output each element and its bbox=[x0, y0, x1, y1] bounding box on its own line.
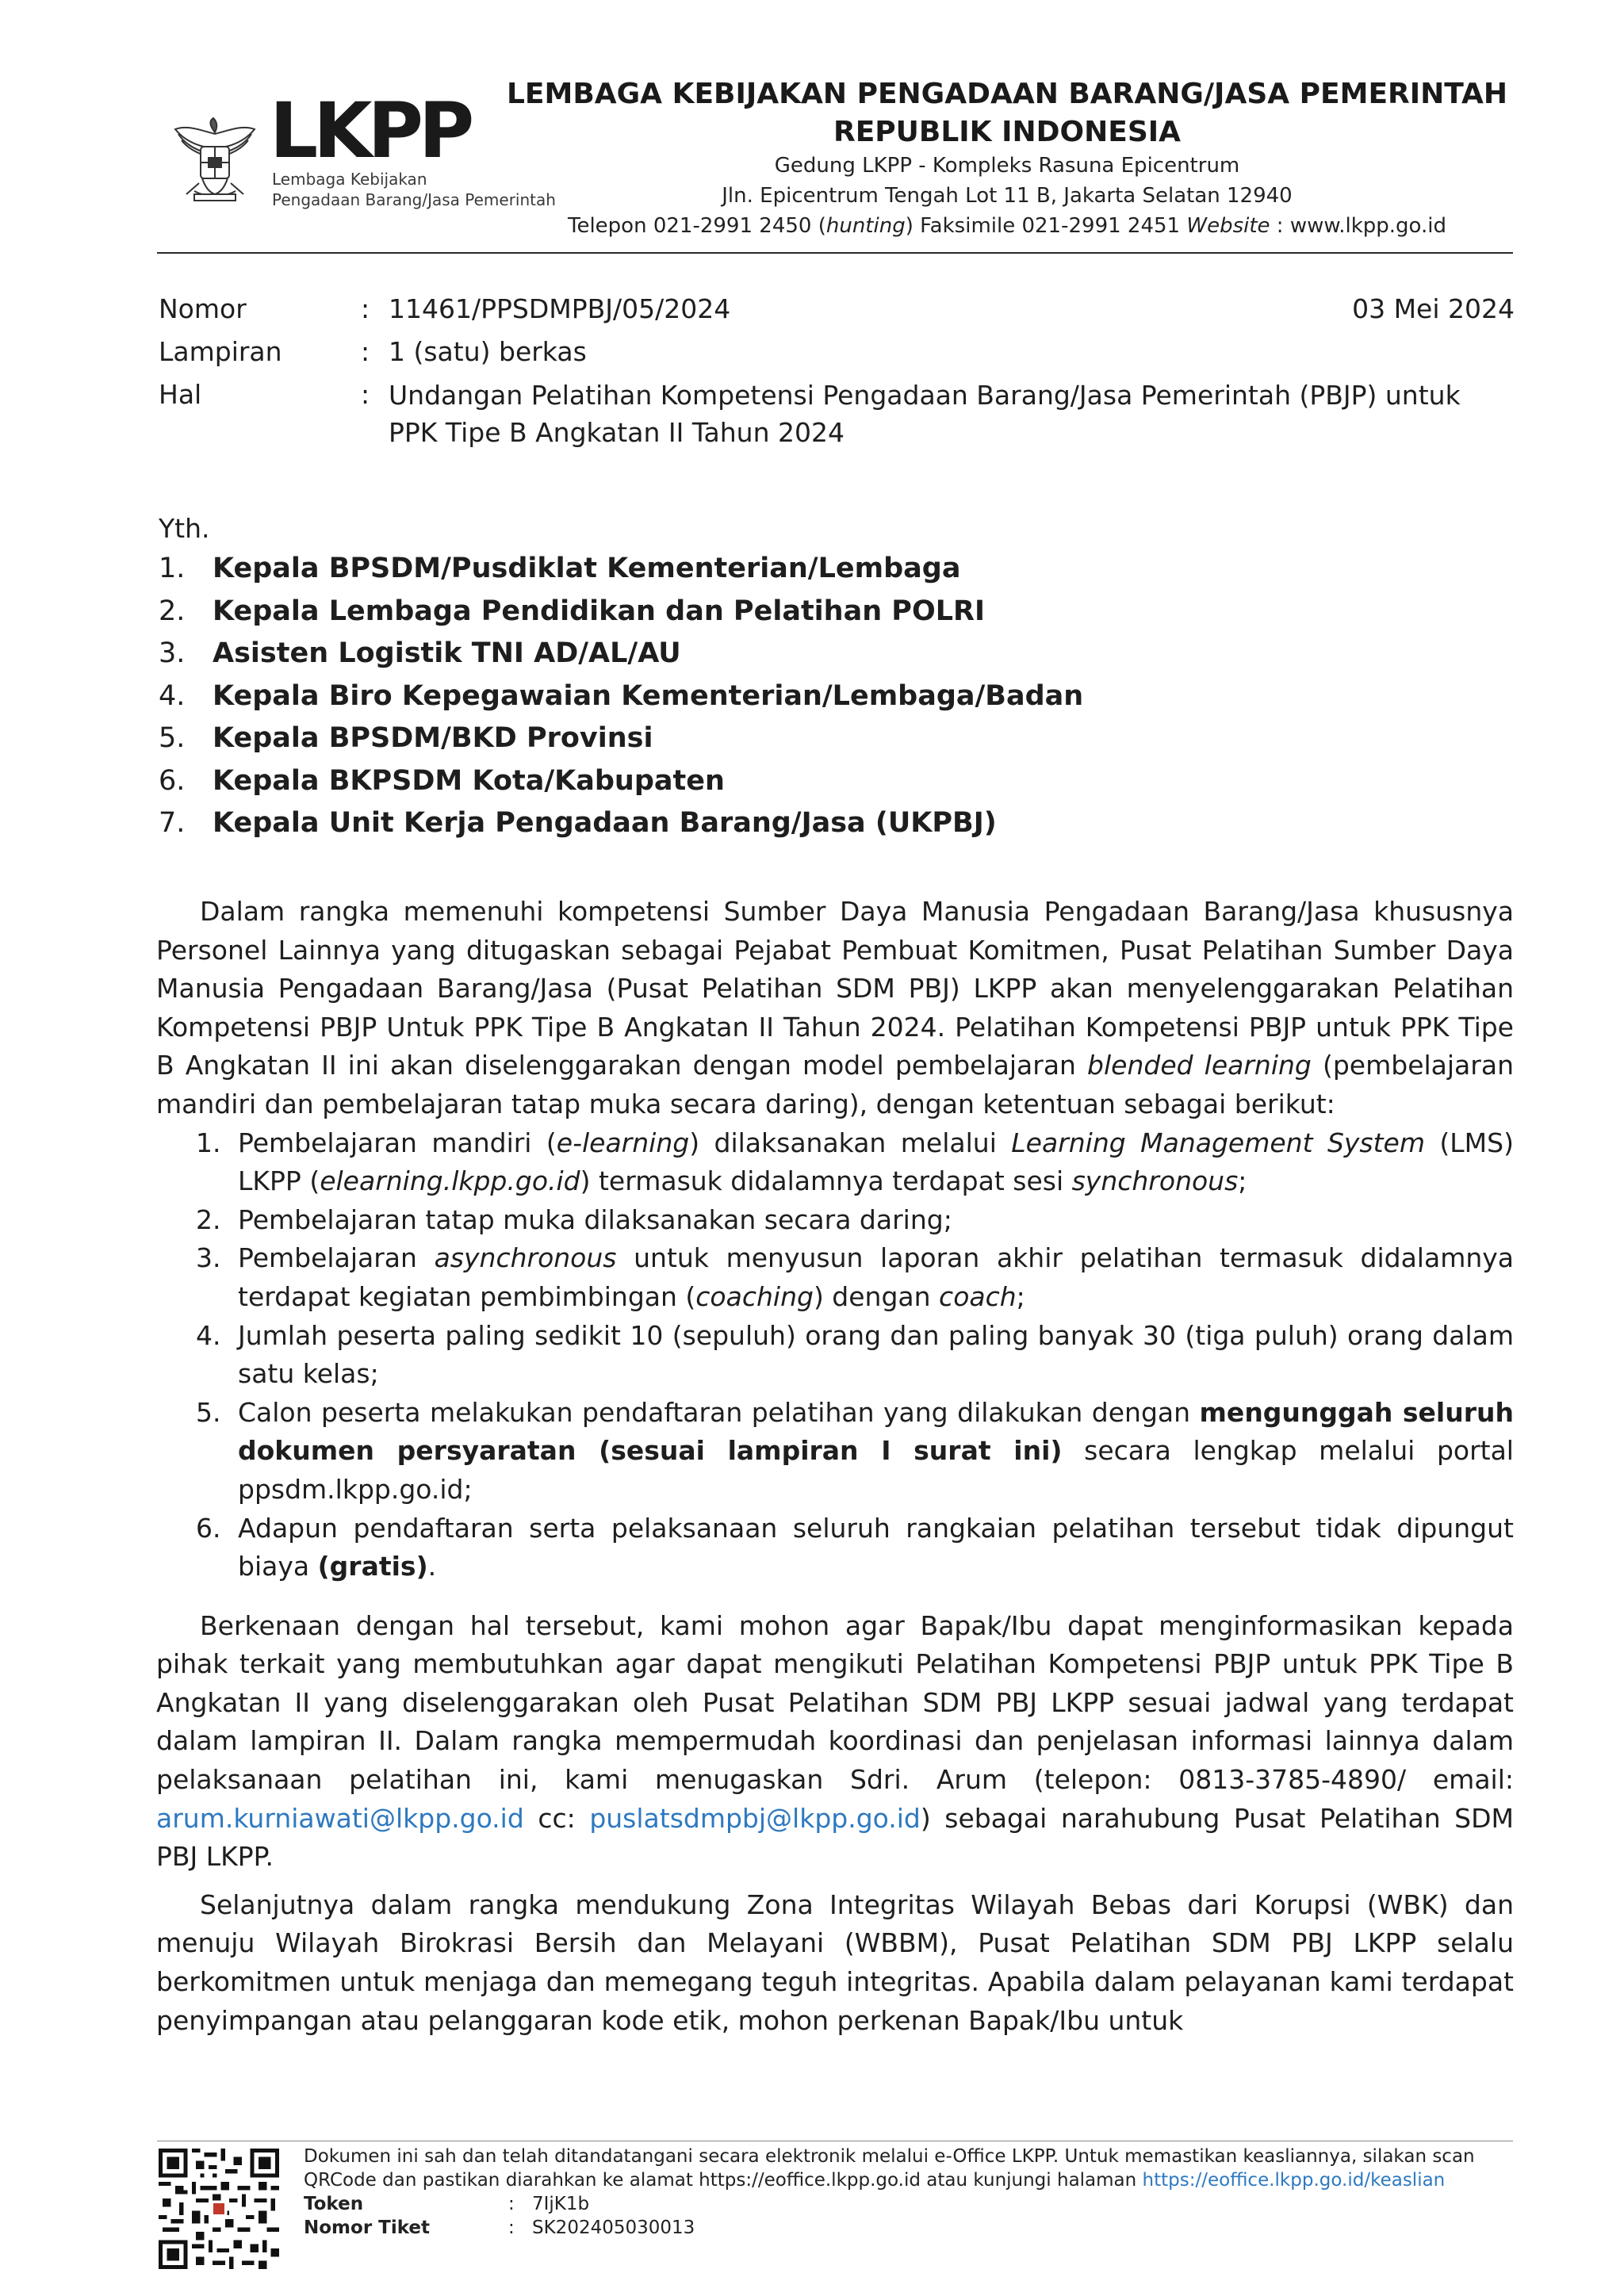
c1-elearning: e-learning bbox=[556, 1127, 690, 1158]
hal-value-line-1: Undangan Pelatihan Kompetensi Pengadaan Barang/Jasa Pemerintah (PBJP) untuk bbox=[389, 380, 1461, 411]
email-link-arum[interactable]: arum.kurniawati@lkpp.go.id bbox=[156, 1802, 524, 1834]
recipient-number: 7. bbox=[159, 807, 186, 839]
token-value: 7IjK1b bbox=[532, 2194, 590, 2214]
meta-nomor bbox=[159, 288, 1515, 331]
c4-text: Jumlah peserta paling sedikit 10 (sepuluh) orang dan paling banyak 30 (tiga puluh) orang dalam satu kelas; bbox=[238, 1319, 1514, 1390]
condition-number: 4. bbox=[196, 1319, 221, 1351]
c3-coach: coach bbox=[939, 1280, 1017, 1312]
phone-hunting: hunting bbox=[825, 214, 906, 238]
condition-item bbox=[156, 1124, 1514, 1201]
condition-number: 2. bbox=[196, 1203, 221, 1235]
c1-d: ) termasuk didalamnya terdapat sesi bbox=[580, 1165, 1072, 1197]
c6-a: Adapun pendaftaran serta pelaksanaan seluruh rangkaian pelatihan tersebut tidak dipungut biaya bbox=[238, 1512, 1514, 1582]
conditions-list bbox=[156, 1124, 1514, 1586]
paragraph-spacer bbox=[156, 1877, 1514, 1886]
footer-token bbox=[304, 2192, 1517, 2216]
institution-address bbox=[492, 151, 1522, 241]
c1-synchronous: synchronous bbox=[1071, 1165, 1239, 1197]
qr-code-icon[interactable] bbox=[159, 2149, 279, 2269]
logo-subtitle-line-2: Pengadaan Barang/Jasa Pemerintah bbox=[272, 190, 556, 209]
c3-b: untuk menyusun laporan akhir pelatihan termasuk didalamnya terdapat kegiatan pembimbingan ( bbox=[238, 1242, 1515, 1312]
c3-d: ; bbox=[1016, 1280, 1025, 1312]
condition-item bbox=[156, 1394, 1514, 1510]
intro-text-b: (pembelajaran mandiri dan pembelajaran tatap muka secara daring), dengan ketentuan sebagai berikut: bbox=[156, 1050, 1514, 1119]
condition-item bbox=[156, 1317, 1514, 1394]
c5-b: secara lengkap melalui portal ppsdm.lkpp.go.id; bbox=[238, 1435, 1514, 1505]
paragraph-intro bbox=[156, 893, 1514, 1124]
email-link-puslat[interactable]: puslatsdmpbj@lkpp.go.id bbox=[589, 1802, 921, 1834]
letter-meta bbox=[159, 288, 1515, 453]
footer-note-line-2 bbox=[304, 2168, 1517, 2192]
c1-a: Pembelajaran mandiri ( bbox=[238, 1127, 557, 1158]
letter-date: 03 Mei 2024 bbox=[1352, 293, 1515, 324]
c3-a: Pembelajaran bbox=[238, 1242, 435, 1274]
institution-title-line-1: LEMBAGA KEBIJAKAN PENGADAAN BARANG/JASA PEMERINTAH bbox=[506, 78, 1508, 110]
lampiran-colon: : bbox=[361, 336, 370, 367]
recipient-number: 5. bbox=[159, 722, 186, 754]
paragraph-spacer bbox=[156, 1586, 1514, 1607]
c3-asynchronous: asynchronous bbox=[434, 1242, 617, 1274]
ticket-value: SK202405030013 bbox=[532, 2218, 695, 2238]
meta-lampiran bbox=[159, 331, 1515, 373]
website-value: : www.lkpp.go.id bbox=[1270, 214, 1446, 238]
c1-lms: Learning Management System bbox=[1011, 1127, 1425, 1158]
condition-number: 1. bbox=[196, 1127, 221, 1158]
greeting: Yth. bbox=[159, 513, 210, 544]
contact-cc: cc: bbox=[523, 1802, 590, 1834]
recipient-text: Asisten Logistik TNI AD/AL/AU bbox=[213, 637, 681, 669]
nomor-value: 11461/PPSDMPBJ/05/2024 bbox=[389, 293, 731, 324]
token-colon: : bbox=[508, 2194, 515, 2214]
website-label: Website bbox=[1186, 214, 1270, 238]
recipient-number: 4. bbox=[159, 679, 186, 712]
token-label: Token bbox=[304, 2194, 364, 2214]
recipient-number: 3. bbox=[159, 637, 186, 669]
institution-title-line-2: REPUBLIK INDONESIA bbox=[833, 116, 1182, 148]
c1-c: (LMS) LKPP ( bbox=[238, 1127, 1514, 1197]
contact-text-a: Berkenaan dengan hal tersebut, kami mohon agar Bapak/Ibu dapat menginformasikan kepada pihak terkait yang membutuhkan agar dapat mengikuti Pelatihan Kompetensi PBJP untuk PPK Tipe B Angkatan II yang diselenggarakan oleh Pusat Pelatihan SDM PBJ LKPP sesuai jadwal yang terdapat dalam lampiran II. Dalam rangka mempermudah koordinasi dan penjelasan informasi lainnya dalam pelaksanaan pelatihan ini, kami menugaskan Sdri. Arum (telepon: 0813-3785-4890/ email: bbox=[156, 1609, 1514, 1796]
condition-item bbox=[156, 1201, 1514, 1240]
meta-hal bbox=[159, 373, 1515, 453]
c1-url: elearning.lkpp.go.id bbox=[320, 1165, 580, 1197]
recipient-text: Kepala Lembaga Pendidikan dan Pelatihan POLRI bbox=[213, 595, 985, 627]
footer-verification bbox=[304, 2145, 1517, 2240]
lampiran-value: 1 (satu) berkas bbox=[389, 336, 587, 367]
paragraph-integrity: Selanjutnya dalam rangka mendukung Zona Integritas Wilayah Bebas dari Korupsi (WBK) dan menuju Wilayah Birokrasi Bersih dan Melayani (WBBM), Pusat Pelatihan SDM PBJ LKPP selalu berkomitmen untuk menjaga dan memegang teguh integritas. Apabila dalam pelayanan kami terdapat penyimpangan atau pelanggaran kode etik, mohon perkenan Bapak/Ibu untuk bbox=[156, 1888, 1514, 2036]
phone-prefix: Telepon 021-2991 2450 ( bbox=[568, 214, 826, 238]
ticket-label: Nomor Tiket bbox=[304, 2218, 431, 2238]
recipient-text: Kepala BKPSDM Kota/Kabupaten bbox=[213, 764, 725, 797]
recipient-text: Kepala BPSDM/BKD Provinsi bbox=[213, 722, 653, 754]
c2-text: Pembelajaran tatap muka dilaksanakan secara daring; bbox=[238, 1203, 952, 1235]
logo-wordmark: LKPP bbox=[270, 86, 470, 175]
condition-number: 3. bbox=[196, 1242, 221, 1274]
institution-title bbox=[492, 75, 1522, 151]
intro-text-a: Dalam rangka memenuhi kompetensi Sumber Daya Manusia Pengadaan Barang/Jasa khususnya Personel Lainnya yang ditugaskan sebagai Pejabat Pembuat Komitmen, Pusat Pelatihan Sumber Daya Manusia Pengadaan Barang/Jasa (Pusat Pelatihan SDM PBJ) LKPP akan menyelenggarakan Pelatihan Kompetensi PBJP Untuk PPK Tipe B Angkatan II Tahun 2024. Pelatihan Kompetensi PBJP untuk PPK Tipe B Angkatan II ini akan diselenggarakan dengan model pembelajaran bbox=[156, 896, 1514, 1081]
c5-bold: mengunggah seluruh dokumen persyaratan (sesuai lampiran I surat ini) bbox=[238, 1396, 1514, 1467]
address-line-2: Jln. Epicentrum Tengah Lot 11 B, Jakarta Selatan 12940 bbox=[722, 184, 1293, 208]
condition-item bbox=[156, 1239, 1514, 1316]
hal-label: Hal bbox=[159, 379, 202, 410]
verification-link[interactable]: https://eoffice.lkpp.go.id/keaslian bbox=[1142, 2170, 1446, 2191]
nomor-label: Nomor bbox=[159, 293, 247, 324]
paragraph-contact bbox=[156, 1607, 1514, 1877]
recipient-number: 6. bbox=[159, 764, 186, 797]
hal-value bbox=[389, 377, 1515, 451]
footer-note-text: QRCode dan pastikan diarahkan ke alamat https://eoffice.lkpp.go.id atau kunjungi halaman bbox=[304, 2170, 1143, 2191]
condition-number: 5. bbox=[196, 1396, 221, 1428]
recipient-text: Kepala BPSDM/Pusdiklat Kementerian/Lembaga bbox=[213, 553, 961, 584]
lampiran-label: Lampiran bbox=[159, 336, 282, 367]
intro-blended: blended learning bbox=[1087, 1050, 1312, 1081]
recipient-number: 1. bbox=[159, 553, 186, 584]
c5-a: Calon peserta melakukan pendaftaran pelatihan yang dilakukan dengan bbox=[238, 1396, 1200, 1428]
logo-subtitle-line-1: Lembaga Kebijakan bbox=[272, 170, 427, 189]
phone-suffix: ) Faksimile 021-2991 2451 bbox=[905, 214, 1187, 238]
garuda-emblem-icon bbox=[170, 115, 259, 206]
nomor-colon: : bbox=[361, 293, 370, 324]
ticket-colon: : bbox=[508, 2218, 515, 2238]
c6-gratis: (gratis) bbox=[317, 1551, 428, 1582]
address-line-1: Gedung LKPP - Kompleks Rasuna Epicentrum bbox=[774, 154, 1240, 178]
footer-note-line-1: Dokumen ini sah dan telah ditandatangani secara elektronik melalui e-Office LKPP. Untuk memastikan keasliannya, silakan scan bbox=[304, 2146, 1475, 2167]
condition-item bbox=[156, 1510, 1514, 1586]
recipient-text: Kepala Unit Kerja Pengadaan Barang/Jasa (UKPBJ) bbox=[213, 807, 997, 839]
letter-body bbox=[156, 893, 1514, 2040]
hal-value-line-2: PPK Tipe B Angkatan II Tahun 2024 bbox=[389, 417, 845, 448]
hal-colon: : bbox=[361, 379, 370, 410]
recipient-text: Kepala Biro Kepegawaian Kementerian/Lembaga/Badan bbox=[213, 679, 1084, 712]
c6-b: . bbox=[427, 1551, 437, 1582]
contact-line bbox=[492, 211, 1522, 241]
c3-coaching: coaching bbox=[695, 1280, 814, 1312]
c3-c: ) dengan bbox=[813, 1280, 940, 1312]
recipient-number: 2. bbox=[159, 595, 186, 627]
contact-text-b: ) sebagai narahubung Pusat Pelatihan SDM PBJ LKPP. bbox=[156, 1802, 1514, 1873]
condition-number: 6. bbox=[196, 1512, 221, 1544]
letterhead-divider bbox=[157, 252, 1513, 254]
c1-b: ) dilaksanakan melalui bbox=[689, 1127, 1012, 1158]
c1-e: ; bbox=[1238, 1165, 1247, 1197]
footer-ticket bbox=[304, 2216, 1517, 2240]
